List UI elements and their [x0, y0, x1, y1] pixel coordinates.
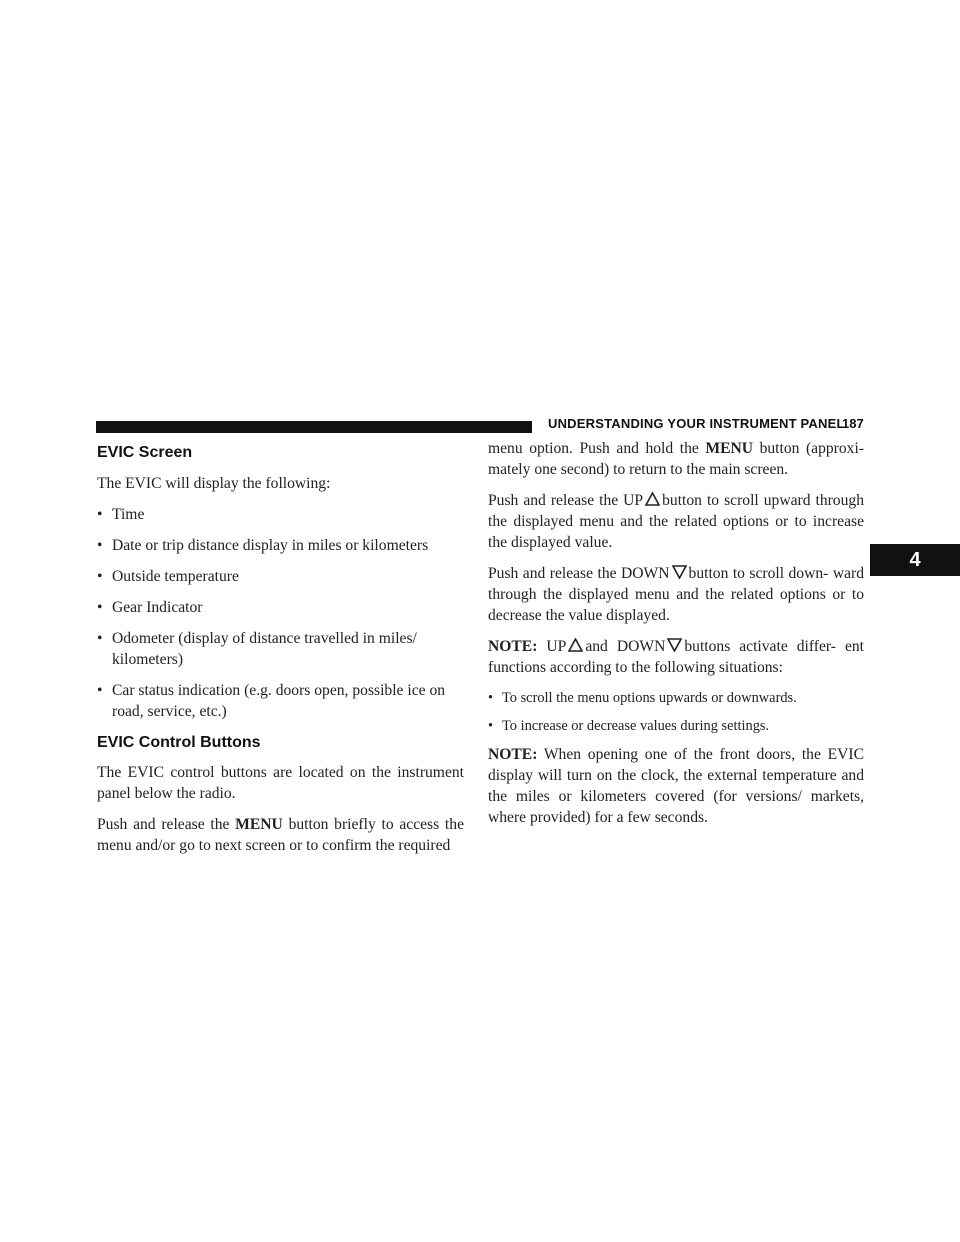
list-item: • Time [97, 504, 464, 525]
display-list [97, 504, 464, 722]
menu-keyword: MENU [235, 816, 283, 833]
right-column [488, 438, 864, 838]
text-run: button briefly to access the menu and/or go to next screen or to confirm the required [97, 816, 464, 854]
header-rule [96, 421, 532, 433]
note [488, 636, 864, 678]
text-run: button to scroll down- ward through the displayed menu and the related options or to decrease the value displayed. [488, 565, 864, 624]
up-arrow-icon [645, 492, 660, 506]
list-item: • To increase or decrease values during settings. [488, 716, 864, 737]
paragraph: The EVIC control buttons are located on the instrument panel below the radio. [97, 764, 464, 802]
text-run: UP [537, 638, 567, 655]
section-title: UNDERSTANDING YOUR INSTRUMENT PANEL [548, 416, 845, 431]
chapter-tab: 4 [870, 544, 960, 576]
note-label: NOTE: [488, 746, 538, 763]
paragraph [97, 814, 464, 856]
text-run: and DOWN [585, 638, 666, 655]
situation-list [488, 688, 864, 737]
text-run: menu option. Push and hold the [488, 440, 706, 457]
paragraph [488, 490, 864, 553]
text-run: Push and release the DOWN [488, 565, 670, 582]
heading-control-buttons: EVIC Control Buttons [97, 734, 261, 751]
list-item: • To scroll the menu options upwards or downwards. [488, 688, 864, 709]
down-arrow-icon [672, 565, 687, 579]
intro-text: The EVIC will display the following: [97, 475, 331, 492]
left-column [97, 438, 464, 866]
text-run: Push and release the UP [488, 492, 644, 509]
paragraph [488, 438, 864, 480]
heading-evic-screen: EVIC Screen [97, 444, 193, 461]
list-item: • Odometer (display of distance travelled in miles/ kilometers) [97, 628, 464, 670]
list-item: • Gear Indicator [97, 597, 464, 618]
text-run: Push and release the [97, 816, 236, 833]
note [488, 744, 864, 828]
text-run: button (approxi- mately one second) to return to the main screen. [488, 440, 864, 478]
page-number: 187 [842, 416, 864, 431]
text-run: buttons activate differ- ent functions according to the following situations: [488, 638, 864, 676]
up-arrow-icon [568, 638, 583, 652]
list-item: • Car status indication (e.g. doors open, possible ice on road, service, etc.) [97, 680, 464, 722]
down-arrow-icon [667, 638, 682, 652]
text-run: button to scroll upward through the displayed menu and the related options or to increase the displayed value. [488, 492, 864, 551]
paragraph [488, 563, 864, 626]
list-item: • Outside temperature [97, 566, 464, 587]
text-run: When opening one of the front doors, the EVIC display will turn on the clock, the external temperature and the miles or kilometers covered (for versions/ markets, where provided) for a few seconds. [488, 746, 864, 826]
menu-keyword: MENU [705, 440, 754, 457]
list-item: • Date or trip distance display in miles or kilometers [97, 535, 464, 556]
note-label: NOTE: [488, 638, 538, 655]
